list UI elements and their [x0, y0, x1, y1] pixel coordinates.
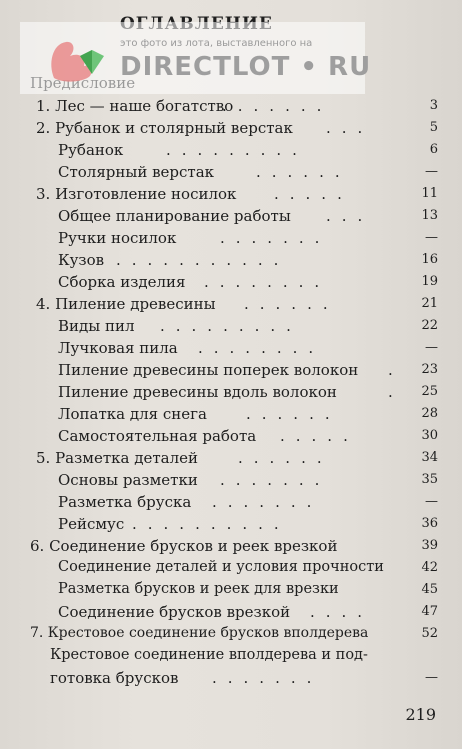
- leader-dots: ........: [198, 339, 325, 357]
- toc-entry: [0, 449, 462, 471]
- toc-entry-page: 13: [421, 208, 438, 223]
- toc-entry-page: 22: [421, 318, 438, 333]
- toc-entry: [0, 317, 462, 339]
- toc-entry: [0, 559, 462, 581]
- leader-dots: ....: [310, 603, 374, 621]
- leader-dots: ........: [204, 273, 331, 291]
- toc-entry-text: Рейсмус: [58, 515, 125, 533]
- toc-entry-page: 45: [421, 582, 438, 597]
- leader-dots: .....: [280, 427, 359, 445]
- toc-entry-page: 28: [421, 406, 438, 421]
- leader-dots: .........: [166, 141, 308, 159]
- toc-entry: [0, 207, 462, 229]
- toc-entry-text: Пиление древесины вдоль волокон: [58, 383, 337, 401]
- toc-entry-page: 36: [421, 516, 438, 531]
- toc-entry-page: 52: [421, 626, 438, 641]
- toc-entry-page: 42: [421, 560, 438, 575]
- toc-entry-page: 34: [421, 450, 438, 465]
- toc-entry-text: Рубанок: [58, 141, 124, 159]
- toc-entry-text: 6. Соединение брусков и реек врезкой: [30, 537, 338, 555]
- toc-entry: [0, 427, 462, 449]
- toc-entry-page: 3: [429, 98, 438, 113]
- watermark-note: это фото из лота, выставленного на: [120, 38, 313, 49]
- toc-entry-text: 3. Изготовление носилок: [36, 185, 237, 203]
- toc-entry-page: 19: [421, 274, 438, 289]
- toc-entry-page: —: [425, 340, 438, 355]
- leader-dots: ..........: [132, 515, 290, 533]
- leader-dots: ......: [256, 163, 351, 181]
- toc-entry-text: Соединение брусков врезкой: [58, 603, 291, 621]
- toc-entry-page: 5: [429, 120, 438, 135]
- leader-dots: ......: [238, 449, 333, 467]
- toc-entry: [0, 383, 462, 405]
- toc-entry-page: —: [425, 164, 438, 179]
- toc-entry-text: Сборка изделия: [58, 273, 186, 291]
- toc-entry-text: Крестовое соединение вполдерева и под-: [50, 647, 368, 663]
- toc-entry: [0, 295, 462, 317]
- toc-entry-page: 11: [421, 186, 438, 201]
- toc-entry-page: 30: [421, 428, 438, 443]
- toc-entry: [0, 141, 462, 163]
- toc-entry-page: 25: [421, 384, 438, 399]
- toc-entry-text: Пиление древесины поперек волокон: [58, 361, 359, 379]
- toc-entry: [0, 361, 462, 383]
- leader-dots: ...: [326, 207, 374, 225]
- leader-dots: ...........: [116, 251, 290, 269]
- watermark-brand: DIRECTLOT • RU: [120, 52, 372, 82]
- toc-entry: [0, 405, 462, 427]
- toc-entry-page: —: [425, 670, 438, 685]
- toc-entry-text: готовка брусков: [50, 669, 179, 687]
- toc-entry: [0, 647, 462, 669]
- toc-entry-text: Общее планирование работы: [58, 207, 291, 225]
- toc-entry-page: 16: [421, 252, 438, 267]
- toc-entry: [0, 625, 462, 647]
- toc-entry-text: Виды пил: [58, 317, 135, 335]
- toc-entry: [0, 581, 462, 603]
- toc-entry: [0, 273, 462, 295]
- toc-entry-page: —: [425, 230, 438, 245]
- toc-entry: [0, 229, 462, 251]
- toc-entry: [0, 97, 462, 119]
- toc-entry-text: Лучковая пила: [58, 339, 178, 357]
- toc-entry-page: 23: [421, 362, 438, 377]
- toc-entry: [0, 603, 462, 625]
- toc-entry: [0, 339, 462, 361]
- toc-entry: [0, 163, 462, 185]
- toc-entry: [0, 669, 462, 691]
- toc-entry-text: Самостоятельная работа: [58, 427, 257, 445]
- toc-entry-text: Основы разметки: [58, 471, 198, 489]
- toc-entry: [0, 185, 462, 207]
- toc-entry-text: Кузов: [58, 251, 105, 269]
- toc-entry-page: 6: [429, 142, 438, 157]
- toc-entry: [0, 515, 462, 537]
- leader-dots: ......: [246, 405, 341, 423]
- leader-dots: .: [388, 361, 404, 379]
- toc-entry-text: 7. Крестовое соединение брусков вполдерева: [30, 625, 369, 641]
- toc-entry-text: Лопатка для снега: [58, 405, 207, 423]
- toc-entry: [0, 471, 462, 493]
- toc-entry: [0, 537, 462, 559]
- page-number: 219: [405, 705, 436, 724]
- toc-entry-page: 21: [421, 296, 438, 311]
- toc-entry-text: 2. Рубанок и столярный верстак: [36, 119, 293, 137]
- toc-entry: [0, 119, 462, 141]
- leader-dots: .......: [212, 669, 323, 687]
- toc-entry-text: 5. Разметка деталей: [36, 449, 198, 467]
- squirrel-logo-icon: [46, 34, 108, 86]
- leader-dots: .......: [222, 97, 333, 115]
- leader-dots: .........: [160, 317, 302, 335]
- toc-entry-page: 35: [421, 472, 438, 487]
- toc-entry-text: Столярный верстак: [58, 163, 215, 181]
- toc-entry-text: 1. Лес — наше богатство: [36, 97, 234, 115]
- toc-entry-text: 4. Пиление древесины: [36, 295, 216, 313]
- toc-entry-text: Разметка брусков и реек для врезки: [58, 581, 339, 597]
- leader-dots: .....: [274, 185, 353, 203]
- toc-entry-page: 47: [421, 604, 438, 619]
- toc-entry-text: Соединение деталей и условия прочности: [58, 559, 384, 575]
- toc-entry-page: 39: [421, 538, 438, 553]
- toc-entry-page: —: [425, 494, 438, 509]
- toc-entry: [0, 493, 462, 515]
- toc-entry-text: Ручки носилок: [58, 229, 177, 247]
- toc-entry: [0, 251, 462, 273]
- toc-entry-text: Разметка бруска: [58, 493, 192, 511]
- leader-dots: ...: [326, 119, 374, 137]
- leader-dots: .......: [220, 471, 331, 489]
- leader-dots: ......: [244, 295, 339, 313]
- leader-dots: .......: [212, 493, 323, 511]
- leader-dots: .......: [220, 229, 331, 247]
- leader-dots: .: [388, 383, 404, 401]
